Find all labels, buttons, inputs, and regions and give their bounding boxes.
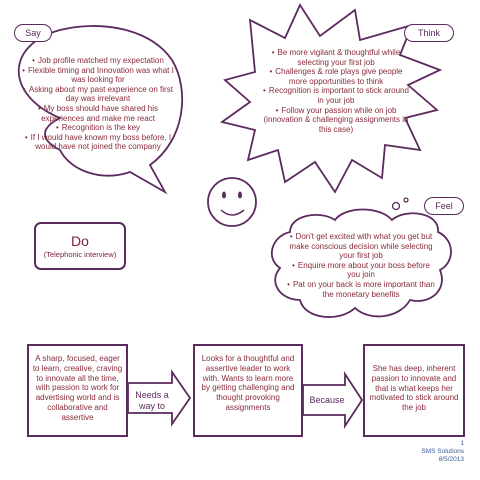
- footer: [384, 440, 464, 464]
- smiley-face-icon: [208, 178, 256, 226]
- arrow-1-label: Needs a way to: [135, 390, 169, 411]
- needs-box: [193, 344, 303, 437]
- think-bullet: • Challenges & role plays give people more opportunities to think: [262, 67, 410, 86]
- say-bullet: • Recognition is the key: [18, 123, 178, 133]
- feel-bullet: • Don't get excited with what you get but make conscious decision while selecting your first job: [286, 232, 436, 261]
- think-bullet: • Follow your passion while on job (innovation & challenging assignments in this case): [262, 106, 410, 135]
- feel-bullet: • Enquire more about your boss before you join: [286, 261, 436, 280]
- think-label: Think: [404, 24, 454, 42]
- thought-dot-small: [404, 198, 408, 202]
- feel-bullets: [286, 232, 436, 299]
- persona-text: A sharp, focused, eager to learn, creative, craving to innovate all the time, with passion to work for advertising world and is collaborative and assertive: [32, 354, 123, 422]
- say-label: Say: [14, 24, 52, 42]
- say-bullet: • Asking about my past experience on first day was irrelevant: [18, 85, 178, 104]
- arrow-2-label: Because: [309, 395, 345, 405]
- do-box: [34, 222, 126, 270]
- footer-date: 8/5/2013: [438, 456, 464, 463]
- insight-box: [363, 344, 465, 437]
- say-bullet: • Flexible timing and Innovation was what I was looking for: [18, 66, 178, 85]
- think-bullet: • Recognition is important to stick around in your job: [262, 86, 410, 105]
- say-bullet: • My boss should have shared his experiences and make me react: [18, 104, 178, 123]
- needs-text: Looks for a thoughtful and assertive leader to work with. Wants to learn more by getting challenging and thought provoking assignments: [201, 354, 295, 412]
- think-bullet: • Be more vigilant & thoughtful while selecting your first job: [262, 48, 410, 67]
- say-bullet: • If I would have known my boss before, I would have not joined the company: [18, 133, 178, 152]
- feel-label: Feel: [424, 197, 464, 215]
- say-bullet: • Job profile matched my expectation: [18, 56, 178, 66]
- say-bullets: [18, 56, 178, 152]
- persona-box: [27, 344, 128, 437]
- insight-text: She has deep, inherent passion to innovate and that is what keeps her motivated to stick around the job: [369, 364, 459, 413]
- think-bullets: [262, 48, 410, 134]
- thought-dot-large: [393, 203, 400, 210]
- do-title: Do: [71, 233, 89, 249]
- page-number: 1: [460, 440, 464, 447]
- feel-bullet: • Pat on your back is more important than the monetary benefits: [286, 280, 436, 299]
- footer-company: SMS Solutions: [421, 448, 464, 455]
- do-subtitle: (Telephonic interview): [43, 250, 117, 259]
